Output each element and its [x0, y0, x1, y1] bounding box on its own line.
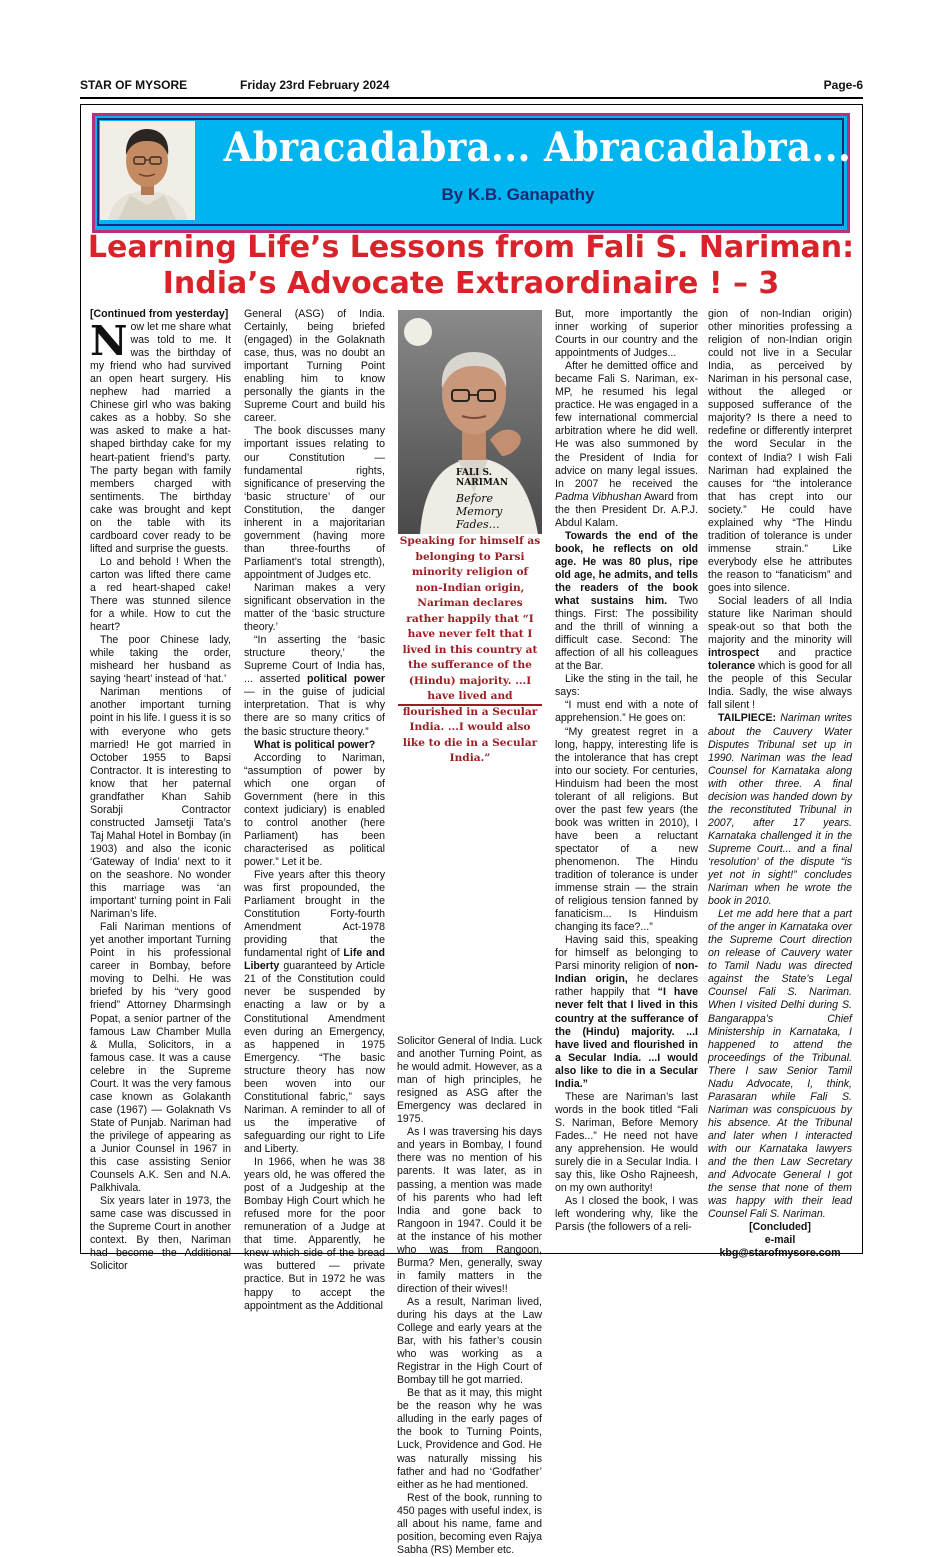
paragraph: In 1966, when he was 38 years old, he was offered the post of a Judgeship at the Bombay High Court which he refused more for the poor remuneration of a Judge at that time. Apparently, he knew which side of the bread was buttered — private practice. But in 1972 he was happy to accept the appointment as the Additional	[244, 1156, 385, 1312]
header-rule	[80, 97, 863, 99]
paragraph: Like the sting in the tail, he says:	[555, 673, 698, 699]
byline: By K.B. Ganapathy	[441, 185, 595, 204]
paragraph: Six years later in 1973, the same case was discussed in the Supreme Court in another context. By then, Nariman had become the Additional Solicitor	[90, 1195, 231, 1273]
column-2	[244, 308, 385, 1313]
paragraph: Towards the end of the book, he reflects on old age. He was 80 plus, ripe old age, he admits, and tells the readers of the book what sustains him. Two things. First: The possibility and the thrill of winning a difficult case. Second: The affection of all his colleagues at the Bar.	[555, 529, 698, 673]
paragraph: Having said this, speaking for himself as belonging to Parsi minority religion of non-Indian origin, he declares rather happily that “I have never felt that I lived in this country at the sufferance of the (Hindu) majority. ...I have lived and flourished in a Secular India. ...I would also like to die in a Secular India.”	[555, 934, 698, 1090]
concluded-note: [Concluded]	[749, 1221, 811, 1234]
column-5	[708, 308, 852, 1260]
paragraph: Let me add here that a part of the anger in Karnataka over the Supreme Court direction on release of Cauvery water to Tamil Nadu was directed against the State’s Legal Counsel Fali S. Nariman. When I visited Delhi during S. Bangarappa’s Chief Ministership in Karnataka, I happened to attend the proceedings of the Tribunal. There I saw Senior Tamil Nadu Advocate, I, think, Parasaran while Fali S. Nariman was conspicuous by his absence. At the Tribunal and later when I interacted with our Karnataka lawyers and the then Law Secretary and Advocate General I got the sense that none of them was happy with their lead Counsel Fali S. Nariman.	[708, 908, 852, 1221]
paragraph: General (ASG) of India. Certainly, being briefed (engaged) in the Golaknath case, thus, was no doubt an important Turning Point enabling him to know personally the giants in the Supreme Court and build his career.	[244, 308, 385, 425]
paragraph: Rest of the book, running to 450 pages with useful index, is all about his name, fame and position, becoming even Rajya Sabha (RS) Member etc.	[397, 1491, 542, 1556]
column-1	[90, 308, 231, 1273]
column-title: Abracadabra... Abracadabra...	[223, 124, 852, 171]
caption-rule	[398, 704, 542, 706]
author-email[interactable]: kbg@starofmysore.com	[719, 1247, 841, 1260]
book-author: FALI S. NARIMAN	[456, 468, 509, 488]
photo-caption: Speaking for himself as belonging to Parsi minority religion of non-Indian origin, Nariman declares rather happily that “I have never felt that I lived in this country at the sufferance of the (Hindu) majority. ...I have lived and flourished in a Secular India. ...I would also like to die in a Secular India.”	[399, 535, 541, 764]
paragraph: As a result, Nariman lived, during his days at the Law College and early years at the Bar, with his father’s cousin who was working as a Registrar in the High Court of Bombay till he got married.	[397, 1295, 542, 1387]
paragraph: “I must end with a note of apprehension.” He goes on:	[555, 699, 698, 725]
paragraph: Social leaders of all India stature like Nariman should speak-out so that both the majority and the minority will introspect and practice tolerance which is good for all the people of this Secular India. Sadly, the wise always fall silent !	[708, 595, 852, 712]
paragraph: “My greatest regret in a long, happy, interesting life is the intolerance that has crept into our society. For centuries, Hinduism had been the most tolerant of all religions. But over the past few years (the book was written in 2010), I have been a reluctant spectator of a new phenomenon. The Hindu tradition of tolerance is under immense strain — the strain of religious tension fanned by fanaticism... Is Hinduism changing its face?...”	[555, 725, 698, 934]
paragraph: As I closed the book, I was left wondering why, like the Parsis (the followers of a reli-	[555, 1195, 698, 1234]
tailpiece: TAILPIECE: Nariman writes about the Cauvery Water Disputes Tribunal set up in 1990. Nariman was the lead Counsel for Karnataka along with other three. A final decision was handed down by the reconstituted Tribunal in 2007, after 17 years. Karnataka challenged it in the Supreme Court... and a final ‘resolution’ of the dispute “is yet not in sight!” concludes Nariman when he wrote the book in 2010.	[708, 712, 852, 908]
paragraph: The book discusses many important issues relating to our Constitution — fundamental rights, significance of preserving the ‘basic structure’ of our Constitution, the danger inherent in a majoritarian government (having more than three-fourths of Parliament’s total strength), appointment of Judges etc.	[244, 425, 385, 581]
paragraph: These are Nariman’s last words in the book titled “Fali S. Nariman, Before Memory Fades...” He need not have any apprehension. He would surely die in a Secular India. I say this, like Osho Rajneesh, on my own authority!	[555, 1090, 698, 1195]
paragraph: “In asserting the ‘basic structure theory,’ the Supreme Court of India has, ... asserted political power — in the guise of judicial interpretation. That is why there are so many critics of the basic structure theory.”	[244, 634, 386, 738]
issue-date: Friday 23rd February 2024	[240, 78, 390, 92]
paragraph: gion of non-Indian origin) other minorities professing a religion of non-Indian origin could not live in a Secular India, as perceived by Nariman in his personal case, without the alleged or supposed sufferance of the majority? Is there a need to redefine or differently interpret the word Secular in the context of India? I wish Fali Nariman had explained the causes for “the intolerance that has crept into our society.” He could have explained why “The Hindu tradition of tolerance is under immense strain.” Like everybody else he attributes the reason to “fanaticism” and goes into silence.	[708, 308, 852, 594]
book-title: Before Memory Fades…	[456, 492, 503, 531]
paragraph: Solicitor General of India. Luck and another Turning Point, as he would admit. However, as a man of high principles, he resigned as ASG after the Emergency was declared in 1975.	[397, 1035, 542, 1126]
publication-name: STAR OF MYSORE	[80, 78, 188, 92]
paragraph: Be that as it may, this might be the reason why he was alluding in the early pages of the book to Turning Points, Luck, Providence and God. He was naturally missing his father and had no ‘Godfather’ either as he had mentioned.	[397, 1387, 542, 1491]
page-number: Page-6	[823, 78, 863, 92]
drop-cap: N	[90, 317, 128, 366]
book-cover-photo	[398, 310, 542, 534]
paragraph: But, more importantly the inner working of superior Courts in our country and the appointments of Judges...	[555, 308, 698, 360]
paragraph: Lo and behold ! When the carton was lifted there came a red heart-shaped cake! There was stunned silence for a while. How to cut the heart?	[90, 555, 231, 634]
paragraph: Fali Nariman mentions of yet another important Turning Point in his professional career in Bombay, before moving to Delhi. He was briefed by his “very good friend” Attorney Dharmsingh Popat, a senior partner of the famous Law Chamber Mulla & Mulla, Solicitors, in a famous case. It was a cause celebre in the Supreme Court. It was the very famous case known as Golakanth case (1967) — Golaknath Vs State of Punjab. Nariman had the privilege of appearing as a Junior Counsel in 1967 in this case assisting Senior Counsels A.K. Sen and N.A. Palkhivala.	[90, 921, 231, 1195]
headline-line-2: India’s Advocate Extraordinaire ! – 3	[162, 266, 780, 301]
subheading: What is political power?	[254, 738, 376, 751]
paragraph: According to Nariman, “assumption of power by which one organ of Government (here in this context judiciary) is enabled to control another (here Parliament) has been characterised as political power.” Let it be.	[244, 751, 385, 868]
page-header	[80, 78, 863, 96]
continued-note: [Continued from yesterday]	[90, 308, 229, 320]
column-3	[397, 1035, 542, 1557]
paragraph: Nariman makes a very significant observation in the matter of the ‘basic structure theory.’	[244, 581, 385, 634]
paragraph: After he demitted office and became Fali S. Nariman, ex-MP, he resumed his legal practice. He was engaged in a few international commercial arbitration where he did well. He was also summoned by the President of India for advice on many legal issues. In 2007 he received the Padma Vibhushan Award from the then President Dr. A.P.J. Abdul Kalam.	[555, 360, 698, 529]
paragraph: The poor Chinese lady, while taking the order, misheard her husband as saying ‘heart’ instead of ‘hat.’	[90, 634, 231, 686]
column-4	[555, 308, 698, 1234]
article-headline	[86, 230, 856, 302]
author-portrait	[100, 121, 195, 220]
paragraph: As I was traversing his days and years in Bombay, I found there was no mention of his parents. It was later, as in passing, a mention was made of his parents who had left India and gone back to Rangoon in 1947. Could it be at the instance of his mother who was from Rangoon, Burma? Men, generally, sway in family matters in the direction of their wives!!	[397, 1126, 542, 1295]
email-label: e-mail	[764, 1234, 796, 1247]
paragraph: Nariman mentions of another important turning point in his life. I guess it is so with everyone who gets married! He got married in October 1955 to Bapsi Contractor. It is interesting to know that her paternal grandfather Khan Sahib Sorabji Contractor constructed Jamsetji Tata’s Taj Mahal Hotel in Bombay (in 1903) and also the iconic ‘Gateway of India’ next to it on the seashore. No wonder this marriage was ‘an important’ turning point in Fali Nariman’s life.	[90, 686, 231, 921]
paragraph: Five years after this theory was first propounded, the Parliament brought in the Constitution Forty-fourth Amendment Act-1978 providing that the fundamental right of Life and Liberty guaranteed by Article 21 of the Constitution could never be suspended by enacting a law or by a Constitutional Amendment even during an Emergency, as happened in 1975 Emergency. “The basic structure theory has now been woven into our Constitutional fabric,” says Nariman. A reminder to all of us the imperative of safeguarding our right to Life and Liberty.	[244, 869, 385, 1155]
paragraph: Now let me share what was told to me. It was the birthday of my friend who had survived an open heart surgery. His nephew had married a Chinese girl who was baking cakes as a hobby. So she was asked to make a hat-shaped birthday cake for my heart-patient friend’s party. The party began with family members charged with sentiments. The birthday cake was brought and kept on the table with its cardboard cover ready to be lifted and surprise the guests.	[90, 317, 231, 555]
headline-line-1: Learning Life’s Lessons from Fali S. Nariman:	[87, 230, 855, 265]
